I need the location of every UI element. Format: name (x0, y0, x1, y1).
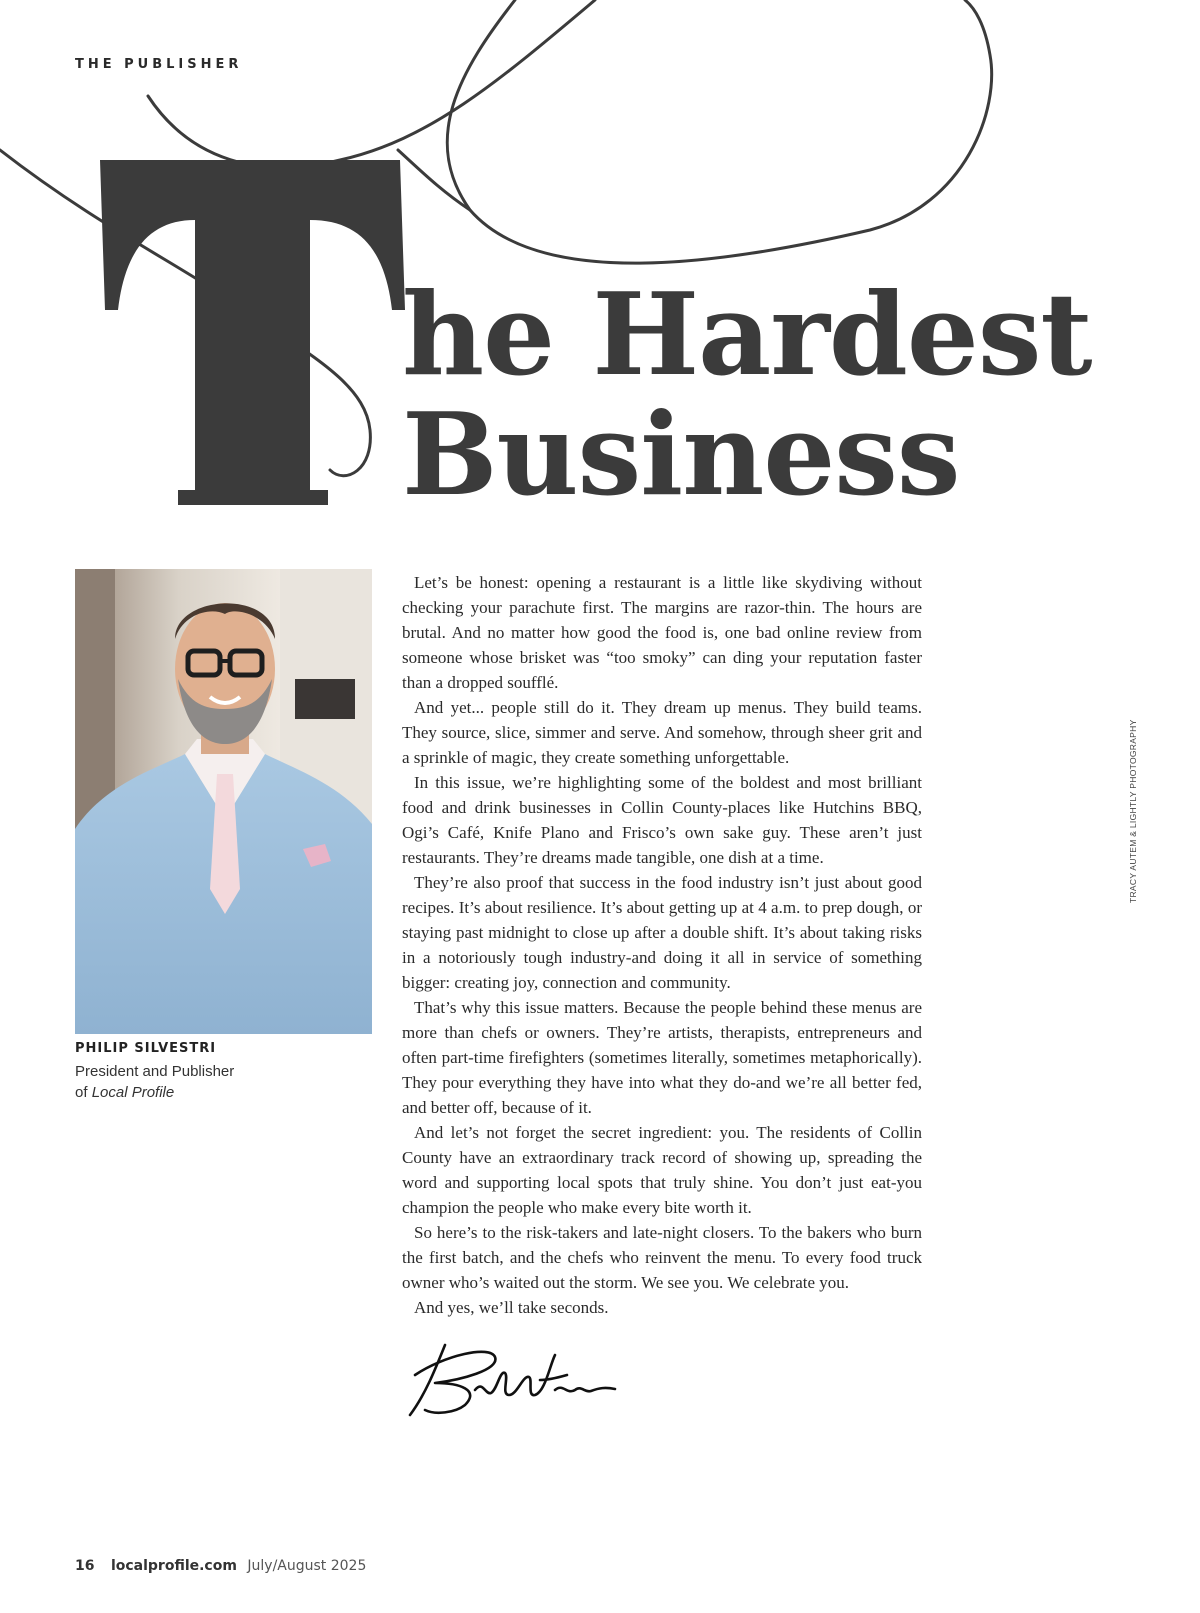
section-label: THE PUBLISHER (75, 57, 243, 72)
paragraph: Let’s be honest: opening a restaurant is a little like skydiving without checking your parachute first. The margins are razor-thin. The hours are brutal. And no matter how good the food is, one bad online review from someone whose brisket was “too smoky” can ding your reputation faster than a dropped soufflé. (402, 573, 922, 692)
caption-role (75, 1061, 234, 1103)
caption-role-title: President and Publisher (75, 1063, 235, 1080)
drop-cap-t (100, 160, 410, 525)
paragraph: They’re also proof that success in the food industry isn’t just about good recipes. It’s about resilience. It’s about getting up at 4 a.m. to prep dough, or staying past midnight to close up after a double shift. It’s about taking risks in a notoriously tough industry-and doing it all in service of something bigger: creating joy, connection and community. (402, 873, 922, 992)
headline-line-2: Business (402, 388, 960, 521)
paragraph: And yet... people still do it. They dream up menus. They build teams. They source, slice, simmer and serve. And somehow, through sheer grit and a sprinkle of magic, they create something unforgettable. (402, 698, 922, 767)
signature-icon (405, 1335, 620, 1420)
page-number: 16 (75, 1558, 95, 1574)
photo-credit-text: TRACY AUTEM & LIGHTLY PHOTOGRAPHY (1128, 719, 1138, 903)
paragraph: And let’s not forget the secret ingredient: you. The residents of Collin County have an extraordinary track record of showing up, spreading the word and supporting local spots that truly shine. You don’t just eat-you champion the people who make every bite worth it. (402, 1123, 922, 1217)
publisher-photo (75, 569, 372, 1034)
caption-role-publication: of Local Profile (75, 1084, 175, 1101)
issue-date: July/August 2025 (247, 1558, 367, 1574)
publication-name: Local Profile (91, 1084, 175, 1101)
page-footer (75, 1558, 366, 1574)
caption-name: PHILIP SILVESTRI (75, 1041, 217, 1056)
paragraph: That’s why this issue matters. Because the people behind these menus are more than chefs or owners. They’re artists, therapists, entrepreneurs and often part-time firefighters (sometimes literally, sometimes metaphorically). They pour everything they have into what they do-and we’re all better fed, and better off, because of it. (402, 998, 922, 1117)
paragraph: So here’s to the risk-takers and late-night closers. To the bakers who burn the first batch, and the chefs who reinvent the menu. To every food truck owner who’s waited out the storm. We see you. We celebrate you. (402, 1223, 922, 1292)
headline (402, 268, 1092, 521)
paragraph: In this issue, we’re highlighting some of the boldest and most brilliant food and drink businesses in Collin County-places like Hutchins BBQ, Ogi’s Café, Knife Plano and Frisco’s own sake guy. These aren’t just restaurants. They’re dreams made tangible, one dish at a time. (402, 773, 922, 867)
site-link[interactable]: localprofile.com (110, 1558, 237, 1574)
paragraph: And yes, we’ll take seconds. (414, 1298, 609, 1317)
photo-credit (1128, 713, 1140, 903)
headline-line-1: he Hardest (402, 268, 1092, 401)
letter-body (402, 570, 922, 1320)
